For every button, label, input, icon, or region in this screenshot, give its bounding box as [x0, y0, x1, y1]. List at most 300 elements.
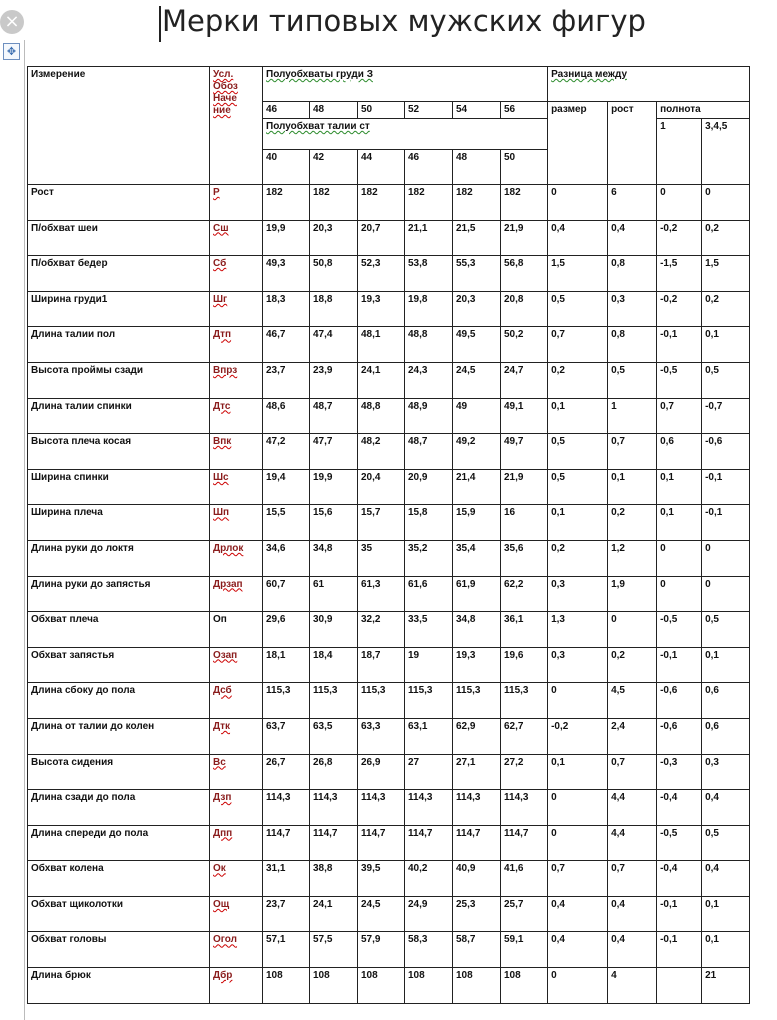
- row-value: 27: [405, 754, 453, 790]
- row-symbol: Ощ: [210, 896, 263, 932]
- row-value: 63,3: [358, 718, 405, 754]
- row-value: 115,3: [310, 683, 358, 719]
- row-value: 19,8: [405, 291, 453, 327]
- row-value: 182: [358, 185, 405, 221]
- row-diff: -0,6: [657, 683, 702, 719]
- row-diff: 4: [608, 968, 657, 1004]
- row-value: 23,7: [263, 896, 310, 932]
- row-diff: -0,1: [702, 505, 750, 541]
- header-measurement: Измерение: [28, 67, 210, 185]
- row-diff: 0,5: [548, 291, 608, 327]
- row-diff: 0: [702, 185, 750, 221]
- row-value: 21,5: [453, 220, 501, 256]
- row-name: Рост: [28, 185, 210, 221]
- row-diff: 0,3: [548, 576, 608, 612]
- row-value: 115,3: [501, 683, 548, 719]
- header-fullness: полнота: [657, 102, 750, 119]
- row-value: 48,6: [263, 398, 310, 434]
- row-value: 15,5: [263, 505, 310, 541]
- row-diff: -0,6: [702, 434, 750, 470]
- table-row: [28, 647, 750, 683]
- row-value: 30,9: [310, 612, 358, 648]
- row-value: 50,2: [501, 327, 548, 363]
- row-value: 60,7: [263, 576, 310, 612]
- waist-size-3: 46: [405, 150, 453, 185]
- row-diff: -0,1: [657, 327, 702, 363]
- row-value: 24,9: [405, 896, 453, 932]
- table-row: [28, 362, 750, 398]
- row-diff: 0,5: [548, 469, 608, 505]
- row-value: 52,3: [358, 256, 405, 292]
- row-value: 15,7: [358, 505, 405, 541]
- row-value: 31,1: [263, 861, 310, 897]
- close-icon[interactable]: ×: [0, 10, 24, 34]
- row-value: 49: [453, 398, 501, 434]
- row-value: 25,7: [501, 896, 548, 932]
- row-value: 19,6: [501, 647, 548, 683]
- row-value: 115,3: [358, 683, 405, 719]
- row-value: 21,9: [501, 220, 548, 256]
- row-value: 19: [405, 647, 453, 683]
- row-value: 35,2: [405, 540, 453, 576]
- row-value: 63,7: [263, 718, 310, 754]
- row-diff: 4,4: [608, 825, 657, 861]
- table-row: [28, 612, 750, 648]
- table-row: [28, 185, 750, 221]
- row-diff: 1,2: [608, 540, 657, 576]
- row-value: 16: [501, 505, 548, 541]
- row-diff: 6: [608, 185, 657, 221]
- row-value: 48,1: [358, 327, 405, 363]
- row-value: 114,3: [453, 790, 501, 826]
- row-diff: -0,3: [657, 754, 702, 790]
- row-diff: 0,8: [608, 256, 657, 292]
- row-value: 48,7: [310, 398, 358, 434]
- row-value: 108: [453, 968, 501, 1004]
- table-row: [28, 398, 750, 434]
- row-value: 32,2: [358, 612, 405, 648]
- row-diff: 0,4: [702, 790, 750, 826]
- row-diff: 0,1: [608, 469, 657, 505]
- row-value: 46,7: [263, 327, 310, 363]
- row-value: 24,1: [310, 896, 358, 932]
- row-value: 49,7: [501, 434, 548, 470]
- row-value: 35: [358, 540, 405, 576]
- row-symbol: Дтп: [210, 327, 263, 363]
- row-value: 182: [501, 185, 548, 221]
- waist-size-5: 50: [501, 150, 548, 185]
- row-value: 21,1: [405, 220, 453, 256]
- row-name: Длина руки до локтя: [28, 540, 210, 576]
- row-value: 26,9: [358, 754, 405, 790]
- row-value: 58,3: [405, 932, 453, 968]
- row-diff: 0,5: [548, 434, 608, 470]
- row-value: 182: [263, 185, 310, 221]
- row-value: 40,9: [453, 861, 501, 897]
- table-row: [28, 291, 750, 327]
- row-value: 114,7: [310, 825, 358, 861]
- row-diff: 0,7: [608, 861, 657, 897]
- row-value: 108: [263, 968, 310, 1004]
- row-value: 21,9: [501, 469, 548, 505]
- table-row: [28, 469, 750, 505]
- row-diff: -0,2: [548, 718, 608, 754]
- row-value: 24,5: [453, 362, 501, 398]
- row-symbol: Сб: [210, 256, 263, 292]
- row-name: Обхват колена: [28, 861, 210, 897]
- row-value: 19,4: [263, 469, 310, 505]
- row-diff: 0,4: [548, 896, 608, 932]
- row-value: 39,5: [358, 861, 405, 897]
- row-diff: -0,5: [657, 362, 702, 398]
- row-diff: 1,9: [608, 576, 657, 612]
- row-diff: 0: [702, 540, 750, 576]
- row-symbol: Шп: [210, 505, 263, 541]
- row-symbol: Дзп: [210, 790, 263, 826]
- header-waist-half: Полуобхват талии ст: [263, 119, 548, 150]
- row-value: 41,6: [501, 861, 548, 897]
- page-margin-line: [24, 40, 25, 1020]
- row-name: Высота сидения: [28, 754, 210, 790]
- row-name: Обхват головы: [28, 932, 210, 968]
- row-diff: 0,6: [702, 683, 750, 719]
- row-diff: 0,7: [608, 754, 657, 790]
- chest-size-3: 52: [405, 102, 453, 119]
- row-name: Длина от талии до колен: [28, 718, 210, 754]
- row-diff: -0,4: [657, 861, 702, 897]
- row-value: 114,7: [263, 825, 310, 861]
- row-diff: 0,1: [657, 469, 702, 505]
- row-value: 49,1: [501, 398, 548, 434]
- chest-size-0: 46: [263, 102, 310, 119]
- row-value: 59,1: [501, 932, 548, 968]
- row-value: 48,8: [405, 327, 453, 363]
- row-name: Обхват плеча: [28, 612, 210, 648]
- row-value: 49,2: [453, 434, 501, 470]
- row-diff: 0,1: [702, 647, 750, 683]
- row-value: 15,6: [310, 505, 358, 541]
- row-diff: 0,5: [702, 825, 750, 861]
- chest-size-5: 56: [501, 102, 548, 119]
- row-value: 35,4: [453, 540, 501, 576]
- text-cursor: [159, 6, 161, 42]
- row-symbol: Дтк: [210, 718, 263, 754]
- row-symbol: Шс: [210, 469, 263, 505]
- row-diff: 0: [548, 968, 608, 1004]
- row-value: 19,3: [358, 291, 405, 327]
- row-value: 34,8: [310, 540, 358, 576]
- row-diff: 0,7: [548, 861, 608, 897]
- row-value: 55,3: [453, 256, 501, 292]
- row-diff: 1,5: [548, 256, 608, 292]
- row-diff: -0,6: [657, 718, 702, 754]
- row-diff: 4,5: [608, 683, 657, 719]
- row-diff: 0,8: [608, 327, 657, 363]
- row-diff: 0,2: [548, 540, 608, 576]
- row-diff: 0,1: [702, 327, 750, 363]
- row-diff: 1,3: [548, 612, 608, 648]
- table-move-handle-icon[interactable]: ✥: [3, 43, 20, 60]
- row-value: 26,8: [310, 754, 358, 790]
- row-value: 34,6: [263, 540, 310, 576]
- header-difference: Разница между: [548, 67, 750, 102]
- row-value: 63,5: [310, 718, 358, 754]
- row-value: 114,3: [405, 790, 453, 826]
- row-name: Длина талии спинки: [28, 398, 210, 434]
- header-chest-half: Полуобхваты груди З: [263, 67, 548, 102]
- row-symbol: Озап: [210, 647, 263, 683]
- row-name: П/обхват бедер: [28, 256, 210, 292]
- header-fullness-2: 3,4,5: [702, 119, 750, 185]
- row-diff: 1: [608, 398, 657, 434]
- waist-size-1: 42: [310, 150, 358, 185]
- row-value: 57,5: [310, 932, 358, 968]
- row-diff: 1,5: [702, 256, 750, 292]
- row-symbol: Оп: [210, 612, 263, 648]
- table-row: [28, 896, 750, 932]
- row-value: 20,4: [358, 469, 405, 505]
- row-value: 18,7: [358, 647, 405, 683]
- row-diff: 0,4: [702, 861, 750, 897]
- row-symbol: Шг: [210, 291, 263, 327]
- row-value: 47,7: [310, 434, 358, 470]
- row-diff: 0,1: [657, 505, 702, 541]
- row-value: 58,7: [453, 932, 501, 968]
- row-value: 114,3: [310, 790, 358, 826]
- row-value: 48,7: [405, 434, 453, 470]
- row-diff: 0,4: [548, 220, 608, 256]
- row-value: 15,8: [405, 505, 453, 541]
- row-symbol: Дрзап: [210, 576, 263, 612]
- row-diff: -1,5: [657, 256, 702, 292]
- table-row: [28, 505, 750, 541]
- row-symbol: Огол: [210, 932, 263, 968]
- row-value: 57,9: [358, 932, 405, 968]
- row-name: Высота плеча косая: [28, 434, 210, 470]
- row-diff: 0: [702, 576, 750, 612]
- row-value: 182: [405, 185, 453, 221]
- row-value: 114,7: [358, 825, 405, 861]
- row-diff: 0: [657, 540, 702, 576]
- row-diff: 0,7: [608, 434, 657, 470]
- row-value: 61,3: [358, 576, 405, 612]
- row-diff: 2,4: [608, 718, 657, 754]
- row-name: Длина сзади до пола: [28, 790, 210, 826]
- row-diff: 0,2: [608, 647, 657, 683]
- row-value: 49,3: [263, 256, 310, 292]
- table-row: [28, 327, 750, 363]
- row-diff: -0,4: [657, 790, 702, 826]
- chest-size-2: 50: [358, 102, 405, 119]
- chest-size-4: 54: [453, 102, 501, 119]
- row-value: 35,6: [501, 540, 548, 576]
- row-name: Ширина плеча: [28, 505, 210, 541]
- row-diff: -0,2: [657, 291, 702, 327]
- row-value: 48,8: [358, 398, 405, 434]
- row-value: 36,1: [501, 612, 548, 648]
- row-value: 114,3: [501, 790, 548, 826]
- row-name: П/обхват шеи: [28, 220, 210, 256]
- row-value: 47,2: [263, 434, 310, 470]
- row-diff: 0,3: [702, 754, 750, 790]
- row-value: 108: [310, 968, 358, 1004]
- row-value: 18,4: [310, 647, 358, 683]
- row-diff: 0,1: [548, 398, 608, 434]
- row-name: Длина спереди до пола: [28, 825, 210, 861]
- row-value: 62,7: [501, 718, 548, 754]
- row-symbol: Дпп: [210, 825, 263, 861]
- table-row: [28, 576, 750, 612]
- row-value: 19,3: [453, 647, 501, 683]
- row-symbol: Впрз: [210, 362, 263, 398]
- table-row: [28, 540, 750, 576]
- row-diff: 0,5: [702, 612, 750, 648]
- row-diff: 0,1: [702, 896, 750, 932]
- row-value: 114,3: [263, 790, 310, 826]
- row-diff: 0,7: [657, 398, 702, 434]
- row-value: 61: [310, 576, 358, 612]
- chest-size-1: 48: [310, 102, 358, 119]
- row-value: 33,5: [405, 612, 453, 648]
- row-name: Длина сбоку до пола: [28, 683, 210, 719]
- row-diff: -0,5: [657, 825, 702, 861]
- row-value: 108: [358, 968, 405, 1004]
- row-value: 63,1: [405, 718, 453, 754]
- row-name: Длина талии пол: [28, 327, 210, 363]
- row-value: 49,5: [453, 327, 501, 363]
- row-value: 20,3: [310, 220, 358, 256]
- row-value: 24,1: [358, 362, 405, 398]
- row-value: 53,8: [405, 256, 453, 292]
- row-value: 34,8: [453, 612, 501, 648]
- row-name: Обхват запястья: [28, 647, 210, 683]
- row-diff: 0,4: [608, 220, 657, 256]
- row-diff: 0,4: [608, 896, 657, 932]
- row-value: 18,1: [263, 647, 310, 683]
- row-value: 114,7: [405, 825, 453, 861]
- row-value: 115,3: [405, 683, 453, 719]
- waist-size-0: 40: [263, 150, 310, 185]
- waist-size-4: 48: [453, 150, 501, 185]
- row-value: 114,3: [358, 790, 405, 826]
- row-value: 21,4: [453, 469, 501, 505]
- row-value: 19,9: [310, 469, 358, 505]
- row-diff: 0,1: [548, 505, 608, 541]
- row-diff: 0,5: [608, 362, 657, 398]
- row-value: 27,1: [453, 754, 501, 790]
- row-name: Ширина спинки: [28, 469, 210, 505]
- measurements-table: [27, 66, 750, 1004]
- row-value: 62,9: [453, 718, 501, 754]
- row-value: 61,9: [453, 576, 501, 612]
- row-value: 57,1: [263, 932, 310, 968]
- row-value: 48,2: [358, 434, 405, 470]
- row-value: 56,8: [501, 256, 548, 292]
- row-value: 47,4: [310, 327, 358, 363]
- row-value: 18,8: [310, 291, 358, 327]
- row-value: 108: [501, 968, 548, 1004]
- row-diff: 0,4: [548, 932, 608, 968]
- row-value: 15,9: [453, 505, 501, 541]
- table-row: [28, 968, 750, 1004]
- row-value: 19,9: [263, 220, 310, 256]
- table-row: [28, 718, 750, 754]
- row-value: 115,3: [263, 683, 310, 719]
- row-value: 48,9: [405, 398, 453, 434]
- row-diff: 0,2: [608, 505, 657, 541]
- row-value: 40,2: [405, 861, 453, 897]
- row-symbol: Впк: [210, 434, 263, 470]
- row-diff: -0,1: [657, 896, 702, 932]
- row-diff: 0,5: [702, 362, 750, 398]
- row-diff: -0,1: [657, 647, 702, 683]
- table-row: [28, 825, 750, 861]
- row-diff: 0: [657, 576, 702, 612]
- row-value: 61,6: [405, 576, 453, 612]
- row-value: 26,7: [263, 754, 310, 790]
- row-diff: -0,1: [657, 932, 702, 968]
- row-symbol: Сш: [210, 220, 263, 256]
- row-symbol: Дсб: [210, 683, 263, 719]
- row-diff: 0,4: [608, 932, 657, 968]
- row-diff: 0: [657, 185, 702, 221]
- row-value: 50,8: [310, 256, 358, 292]
- row-value: 115,3: [453, 683, 501, 719]
- row-value: 20,7: [358, 220, 405, 256]
- table-row: [28, 932, 750, 968]
- row-symbol: Ок: [210, 861, 263, 897]
- row-diff: -0,1: [702, 469, 750, 505]
- row-symbol: Дрлок: [210, 540, 263, 576]
- row-name: Длина руки до запястья: [28, 576, 210, 612]
- row-diff: 0,3: [548, 647, 608, 683]
- row-diff: 0,1: [702, 932, 750, 968]
- row-diff: 0,6: [657, 434, 702, 470]
- table-row: [28, 790, 750, 826]
- row-diff: 0: [548, 790, 608, 826]
- row-value: 24,7: [501, 362, 548, 398]
- row-diff: 0,6: [702, 718, 750, 754]
- table-row: [28, 683, 750, 719]
- row-value: 29,6: [263, 612, 310, 648]
- table-row: [28, 256, 750, 292]
- row-name: Обхват щиколотки: [28, 896, 210, 932]
- row-value: 25,3: [453, 896, 501, 932]
- row-value: 20,3: [453, 291, 501, 327]
- row-name: Высота проймы сзади: [28, 362, 210, 398]
- row-diff: 0: [548, 683, 608, 719]
- row-value: 18,3: [263, 291, 310, 327]
- table-row: [28, 220, 750, 256]
- row-diff: 0,2: [548, 362, 608, 398]
- row-diff: 0: [548, 825, 608, 861]
- row-diff: 0: [608, 612, 657, 648]
- row-symbol: Дтс: [210, 398, 263, 434]
- row-symbol: Р: [210, 185, 263, 221]
- row-value: 114,7: [501, 825, 548, 861]
- header-size: размер: [548, 102, 608, 185]
- row-value: 27,2: [501, 754, 548, 790]
- row-value: 108: [405, 968, 453, 1004]
- row-diff: 0,2: [702, 220, 750, 256]
- table-row: [28, 861, 750, 897]
- row-diff: 0: [548, 185, 608, 221]
- row-diff: 0,7: [548, 327, 608, 363]
- row-value: 182: [453, 185, 501, 221]
- row-symbol: Дбр: [210, 968, 263, 1004]
- row-diff: 0,3: [608, 291, 657, 327]
- row-value: 20,8: [501, 291, 548, 327]
